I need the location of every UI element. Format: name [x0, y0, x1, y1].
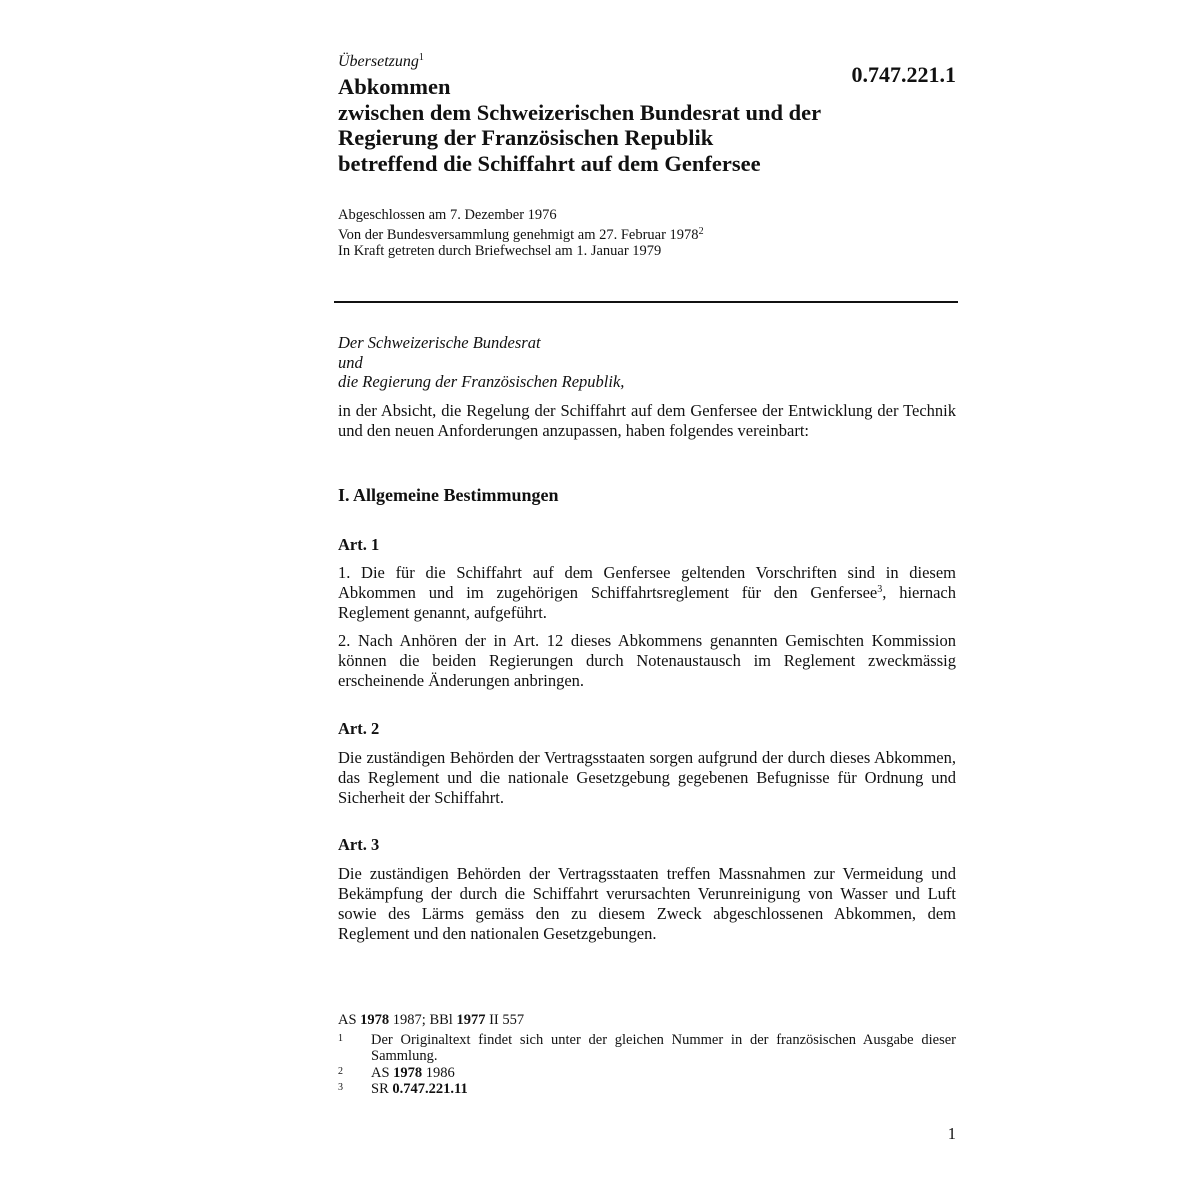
dates-block	[338, 207, 704, 260]
article-2-text: Die zuständigen Behörden der Vertragsstaaten sorgen aufgrund der durch dieses Abkommen, das Reglement und die nationale Gesetzgebung gegebenen Befugnisse für Ordnung und Sicherheit der Schiffahrt.	[338, 748, 956, 807]
article-3-text: Die zuständigen Behörden der Vertragsstaaten treffen Massnahmen zur Vermeidung und Bekämpfung der durch die Schiffahrt verursachten Verunreinigung von Wasser und Luft sowie des Lärms gemäss den zu diesem Zweck abgeschlossenen Abkommen, dem Reglement und den nationalen Gesetzgebungen.	[338, 864, 956, 943]
in-force-date: In Kraft getreten durch Briefwechsel am 1. Januar 1979	[338, 243, 662, 259]
footnote-text: SR 0.747.221.11	[371, 1081, 468, 1097]
footnote-3	[338, 1082, 956, 1098]
party-2: die Regierung der Französischen Republik,	[338, 372, 625, 391]
page-number: 1	[947, 1124, 956, 1143]
preamble-text: in der Absicht, die Regelung der Schiffahrt auf dem Genfersee der Entwicklung der Technik und den neuen Anforderungen anzupassen, haben folgendes vereinbart:	[338, 401, 956, 440]
approved-date: Von der Bundesversammlung genehmigt am 27. Februar 1978$^2$	[338, 225, 704, 243]
article-3-heading: Art. 3	[338, 835, 380, 854]
article-1-heading: Art. 1	[338, 535, 380, 554]
party-1: Der Schweizerische Bundesrat	[338, 333, 541, 352]
section-heading: I. Allgemeine Bestimmungen	[338, 485, 559, 505]
article-1-paragraph-1: 1. Die für die Schiffahrt auf dem Genfersee geltenden Vorschriften sind in diesem Abkommen und im zugehörigen Schiffahrtsreglement für den Genfersee$^3$, hiernach Reglement genannt, aufgeführt.	[338, 563, 956, 622]
document-title	[338, 74, 821, 176]
divider-rule	[334, 301, 958, 303]
translation-label: Übersetzung$^1$	[338, 52, 424, 70]
footnote-number: 1	[338, 1033, 343, 1044]
title-line-1: Abkommen	[338, 74, 451, 99]
footnote-ref-1[interactable]: 1	[418, 52, 424, 63]
article-1-paragraph-2: 2. Nach Anhören der in Art. 12 dieses Abkommens genannten Gemischten Kommission können die beiden Regierungen durch Notenaustausch im Reglement zweckmässig erscheinende Änderungen anbringen.	[338, 631, 956, 690]
footnote-number: 3	[338, 1082, 343, 1093]
footnote-ref-2[interactable]: 2	[698, 225, 704, 237]
footnote-1	[338, 1033, 956, 1064]
footnote-2	[338, 1066, 956, 1082]
title-line-3: Regierung der Französischen Republik	[338, 125, 714, 150]
footnote-number: 2	[338, 1066, 343, 1077]
footnote-source: AS 1978 1987; BBl 1977 II 557	[338, 1012, 525, 1028]
article-2-heading: Art. 2	[338, 719, 380, 738]
sr-number: 0.747.221.1	[851, 62, 956, 87]
title-line-2: zwischen dem Schweizerischen Bundesrat und der	[338, 99, 822, 125]
title-line-4: betreffend die Schiffahrt auf dem Genfersee	[338, 150, 761, 176]
contracting-parties	[338, 333, 624, 392]
party-conjunction: und	[338, 352, 363, 372]
concluded-date: Abgeschlossen am 7. Dezember 1976	[338, 207, 557, 223]
footnote-text: Der Originaltext findet sich unter der gleichen Nummer in der französischen Ausgabe dieser Sammlung.	[371, 1032, 956, 1064]
footnote-text: AS 1978 1986	[371, 1065, 455, 1081]
footnote-ref-3[interactable]: 3	[877, 584, 883, 595]
